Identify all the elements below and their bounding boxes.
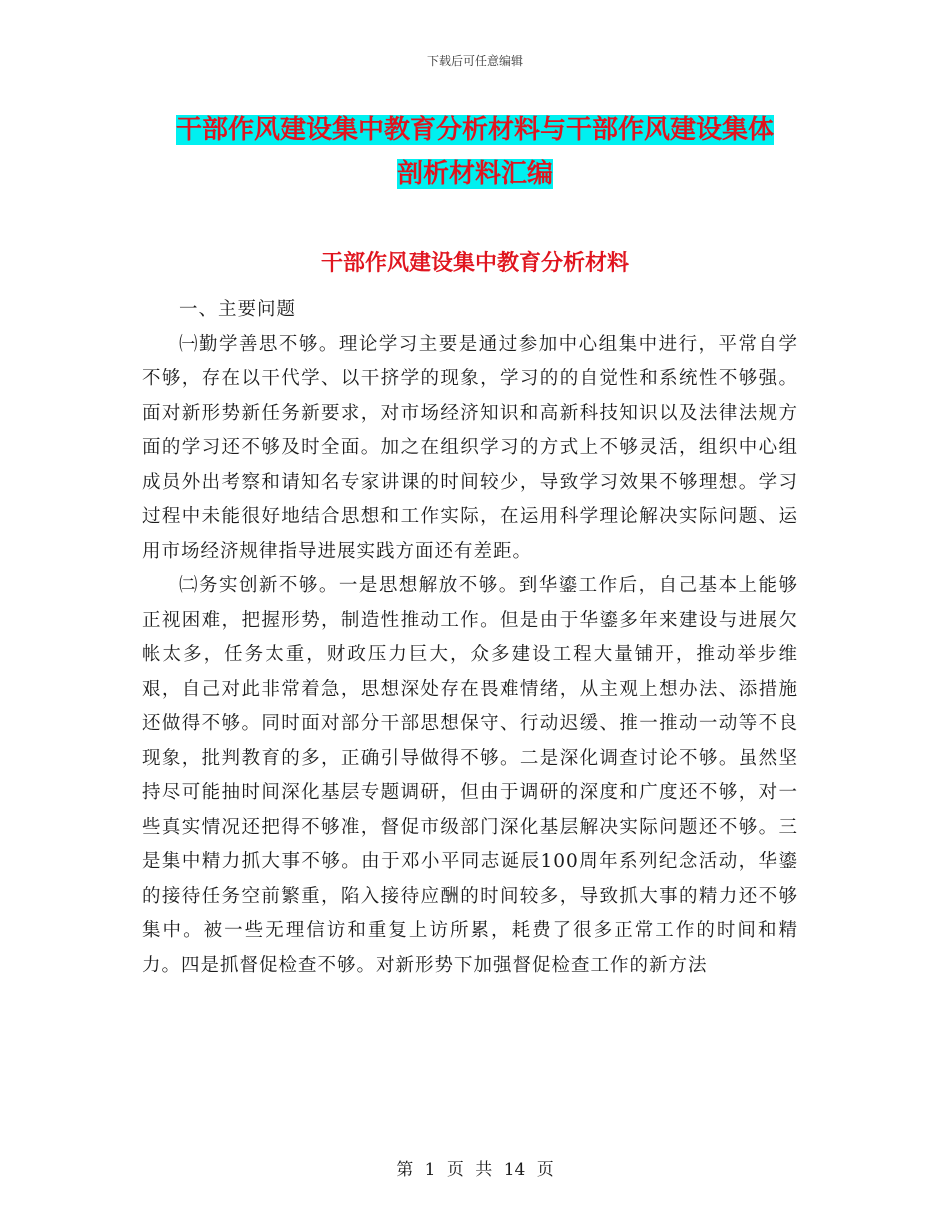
document-body (142, 293, 798, 983)
document-title-line1: 干部作风建设集中教育分析材料与干部作风建设集体 (175, 115, 774, 145)
section-title: 干部作风建设集中教育分析材料 (320, 251, 629, 276)
section-heading: 一、主要问题 (179, 299, 297, 320)
header-note: 下载后可任意编辑 (426, 54, 523, 68)
body-paragraph: ㈠勤学善思不够。理论学习主要是通过参加中心组集中进行，平常自学不够，存在以干代学、以干挤学的现象，学习的的自觉性和系统性不够强。面对新形势新任务新要求，对市场经济知识和高新科技知识以及法律法规方面的学习还不够及时全面。加之在组织学习的方式上不够灵活，组织中心组成员外出考察和请知名专家讲课的时间较少，导致学习效果不够理想。学习过程中未能很好地结合思想和工作实际，在运用科学理论解决实际问题、运用市场经济规律指导进展实践方面还有差距。 (142, 333, 798, 562)
document-title (140, 108, 810, 196)
body-paragraph: ㈡务实创新不够。一是思想解放不够。到华鎏工作后，自己基本上能够正视困难，把握形势，制造性推动工作。但是由于华鎏多年来建设与进展欠帐太多，任务太重，财政压力巨大，众多建设工程大量铺开，推动举步维艰，自己对此非常着急，思想深处存在畏难情绪，从主观上想办法、添措施还做得不够。同时面对部分干部思想保守、行动迟缓、推一推动一动等不良现象，批判教育的多，正确引导做得不够。二是深化调查讨论不够。虽然坚持尽可能抽时间深化基层专题调研，但由于调研的深度和广度还不够，对一些真实情况还把得不够准，督促市级部门深化基层解决实际问题还不够。三是集中精力抓大事不够。由于邓小平同志诞辰100周年系列纪念活动，华鎏的接待任务空前繁重，陷入接待应酬的时间较多，导致抓大事的精力还不够集中。被一些无理信访和重复上访所累，耗费了很多正常工作的时间和精力。四是抓督促检查不够。对新形势下加强督促检查工作的新方法 (142, 575, 798, 976)
page-number: 第 1 页 共 14 页 (396, 1160, 554, 1180)
document-title-line2: 剖析材料汇编 (396, 159, 553, 189)
